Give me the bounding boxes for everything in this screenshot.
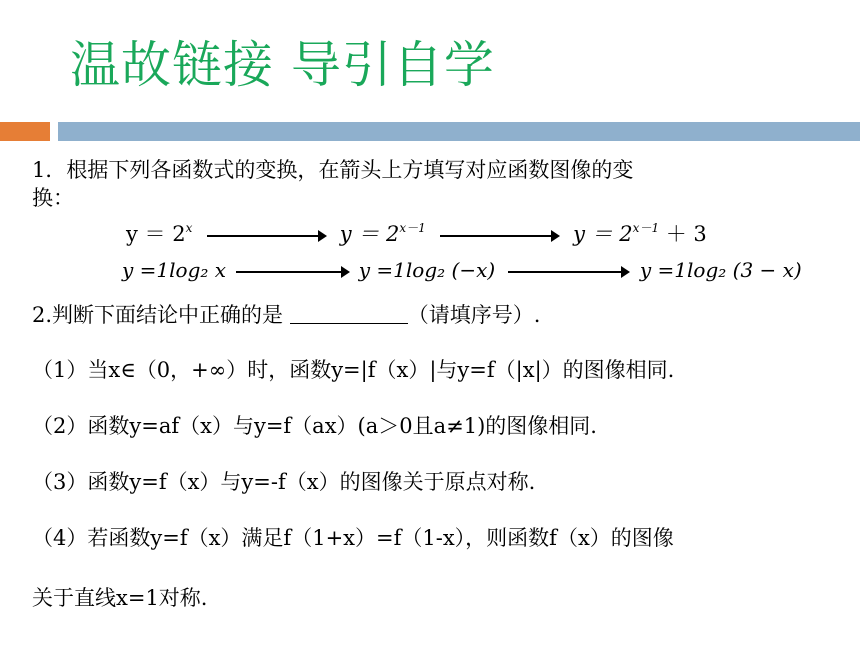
formula-exp-1: $y = 2^x$ (126, 221, 193, 246)
q1-row2 (122, 258, 802, 282)
blue-divider-bar (58, 122, 860, 141)
q1-line1: 1．根据下列各函数式的变换，在箭头上方填写对应函数图像的变 (32, 158, 634, 182)
q2-item-1: （1）当x∈（0，+∞）时，函数y=|f（x）|与y=f（|x|）的图像相同. (32, 358, 675, 382)
formula-log-1: y =1log₂ x (122, 258, 227, 282)
q2-item-4: （4）若函数y=f（x）满足f（1+x）=f（1-x），则函数f（x）的图像 (32, 526, 674, 550)
arrow-4 (508, 271, 628, 273)
arrow-1 (207, 235, 325, 237)
q2-stem: 2.判断下面结论中正确的是 （请填序号）. (32, 303, 541, 327)
q1-row1 (126, 218, 707, 248)
answer-blank[interactable] (290, 305, 408, 324)
q2-item-4-cont: 关于直线x=1对称. (32, 586, 208, 610)
arrow-2 (440, 235, 558, 237)
page-title: 温故链接 导引自学 (70, 36, 495, 94)
formula-log-2: y =1log₂ (−x) (358, 258, 496, 282)
formula-log-3: y =1log₂ (3 − x) (639, 258, 802, 282)
q2-item-3: （3）函数y=f（x）与y=-f（x）的图像关于原点对称. (32, 470, 536, 494)
formula-exp-2: $y = 2^{x-1}$ (339, 221, 426, 246)
q2-item-2: （2）函数y=af（x）与y=f（ax）(a＞0且a≠1)的图像相同. (32, 414, 597, 438)
formula-exp-3: $y = 2^{x-1} + 3$ (573, 221, 707, 246)
q1-line2: 换： (32, 186, 74, 210)
orange-accent-bar (0, 122, 50, 141)
arrow-3 (236, 271, 348, 273)
